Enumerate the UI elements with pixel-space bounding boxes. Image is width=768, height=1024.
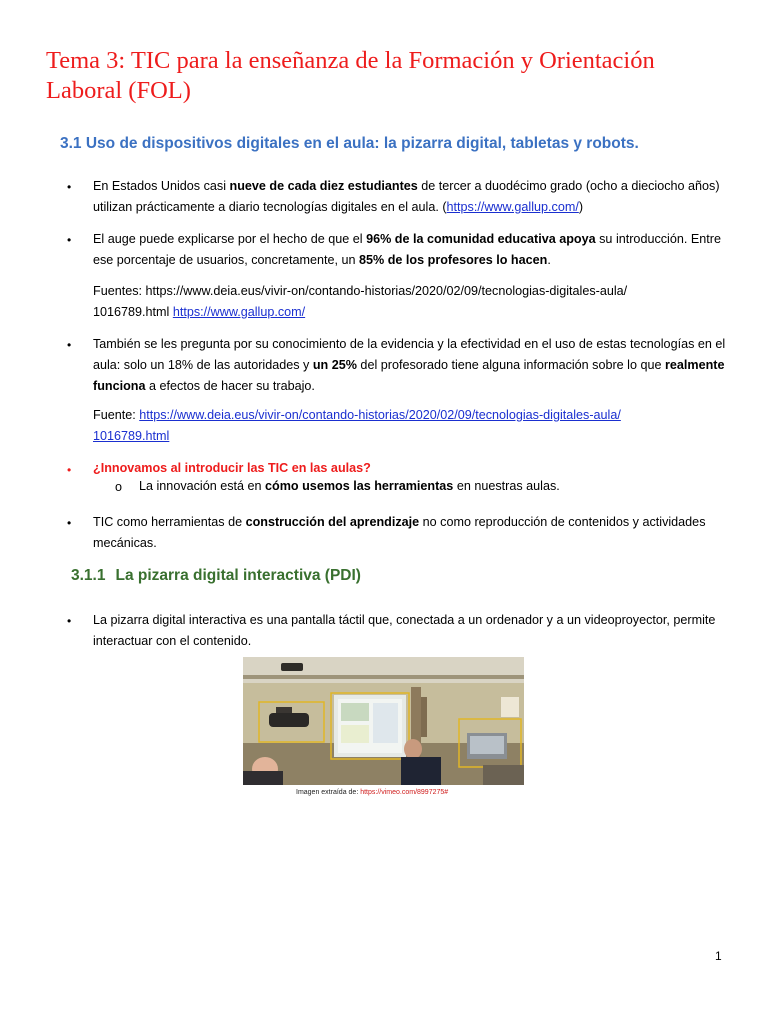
bullet-marker: • — [67, 614, 72, 628]
bullet-marker: • — [67, 516, 72, 530]
sub-bullet-marker: o — [115, 480, 123, 494]
bullet-text-5: TIC como herramientas de construcción del aprendizaje no como reproducción de contenidos y actividades mecánicas. — [93, 515, 706, 550]
bullet-marker: • — [67, 463, 72, 477]
gallup-link[interactable]: https://www.gallup.com/ — [446, 200, 579, 214]
source-text: Fuente: https://www.deia.eus/vivir-on/contando-historias/2020/02/09/tecnologias-digitales-aula/ 1016789.html — [93, 408, 621, 443]
page-number: 1 — [715, 949, 722, 963]
sources-text: Fuentes: https://www.deia.eus/vivir-on/contando-historias/2020/02/09/tecnologias-digitales-aula/ 1016789.html https://www.gallup.com/ — [93, 284, 628, 319]
sub-bullet-text: La innovación está en cómo usemos las herramientas en nuestras aulas. — [139, 479, 560, 493]
deia-link[interactable]: https://www.deia.eus/vivir-on/contando-historias/2020/02/09/tecnologias-digitales-aula/ 1016789.html — [93, 408, 621, 443]
figure-caption: Imagen extraída de: https://vimeo.com/8997275# — [296, 789, 449, 796]
bullet-text-3: También se les pregunta por su conocimiento de la evidencia y la efectividad en el uso de estas tecnologías en el aula: solo un 18% de las autoridades y un 25% del profesorado tiene alguna información sobre lo que realmente funciona a efectos de hacer su trabajo. — [93, 337, 726, 393]
gallup-link-2[interactable]: https://www.gallup.com/ — [172, 305, 306, 319]
bullet-text-1: En Estados Unidos casi nueve de cada diez estudiantes de tercer a duodécimo grado (ocho a dieciocho años) utilizan prácticamente a diario tecnologías digitales en el aula. (https://www.gallup.com/) — [93, 179, 720, 214]
bullet-text-2: El auge puede explicarse por el hecho de que el 96% de la comunidad educativa apoya su introducción. Entre ese porcentaje de usuarios, concretamente, un 85% de los profesores lo hacen. — [93, 232, 721, 267]
question-text: ¿Innovamos al introducir las TIC en las aulas? — [93, 461, 371, 475]
classroom-photo — [243, 657, 524, 785]
section-heading: 3.1 Uso de dispositivos digitales en el aula: la pizarra digital, tabletas y robots. — [60, 135, 639, 152]
bullet-marker: • — [67, 233, 72, 247]
document-title: Tema 3: TIC para la enseñanza de la Formación y Orientación Laboral (FOL) — [46, 47, 655, 104]
bullet-marker: • — [67, 338, 72, 352]
vimeo-link[interactable]: https://vimeo.com/8997275# — [360, 789, 449, 796]
pdi-description: La pizarra digital interactiva es una pantalla táctil que, conectada a un ordenador y a un videoproyector, permite interactuar con el contenido. — [93, 613, 716, 648]
subsection-heading: 3.1.1 La pizarra digital interactiva (PDI) — [71, 567, 361, 584]
bullet-marker: • — [67, 180, 72, 194]
